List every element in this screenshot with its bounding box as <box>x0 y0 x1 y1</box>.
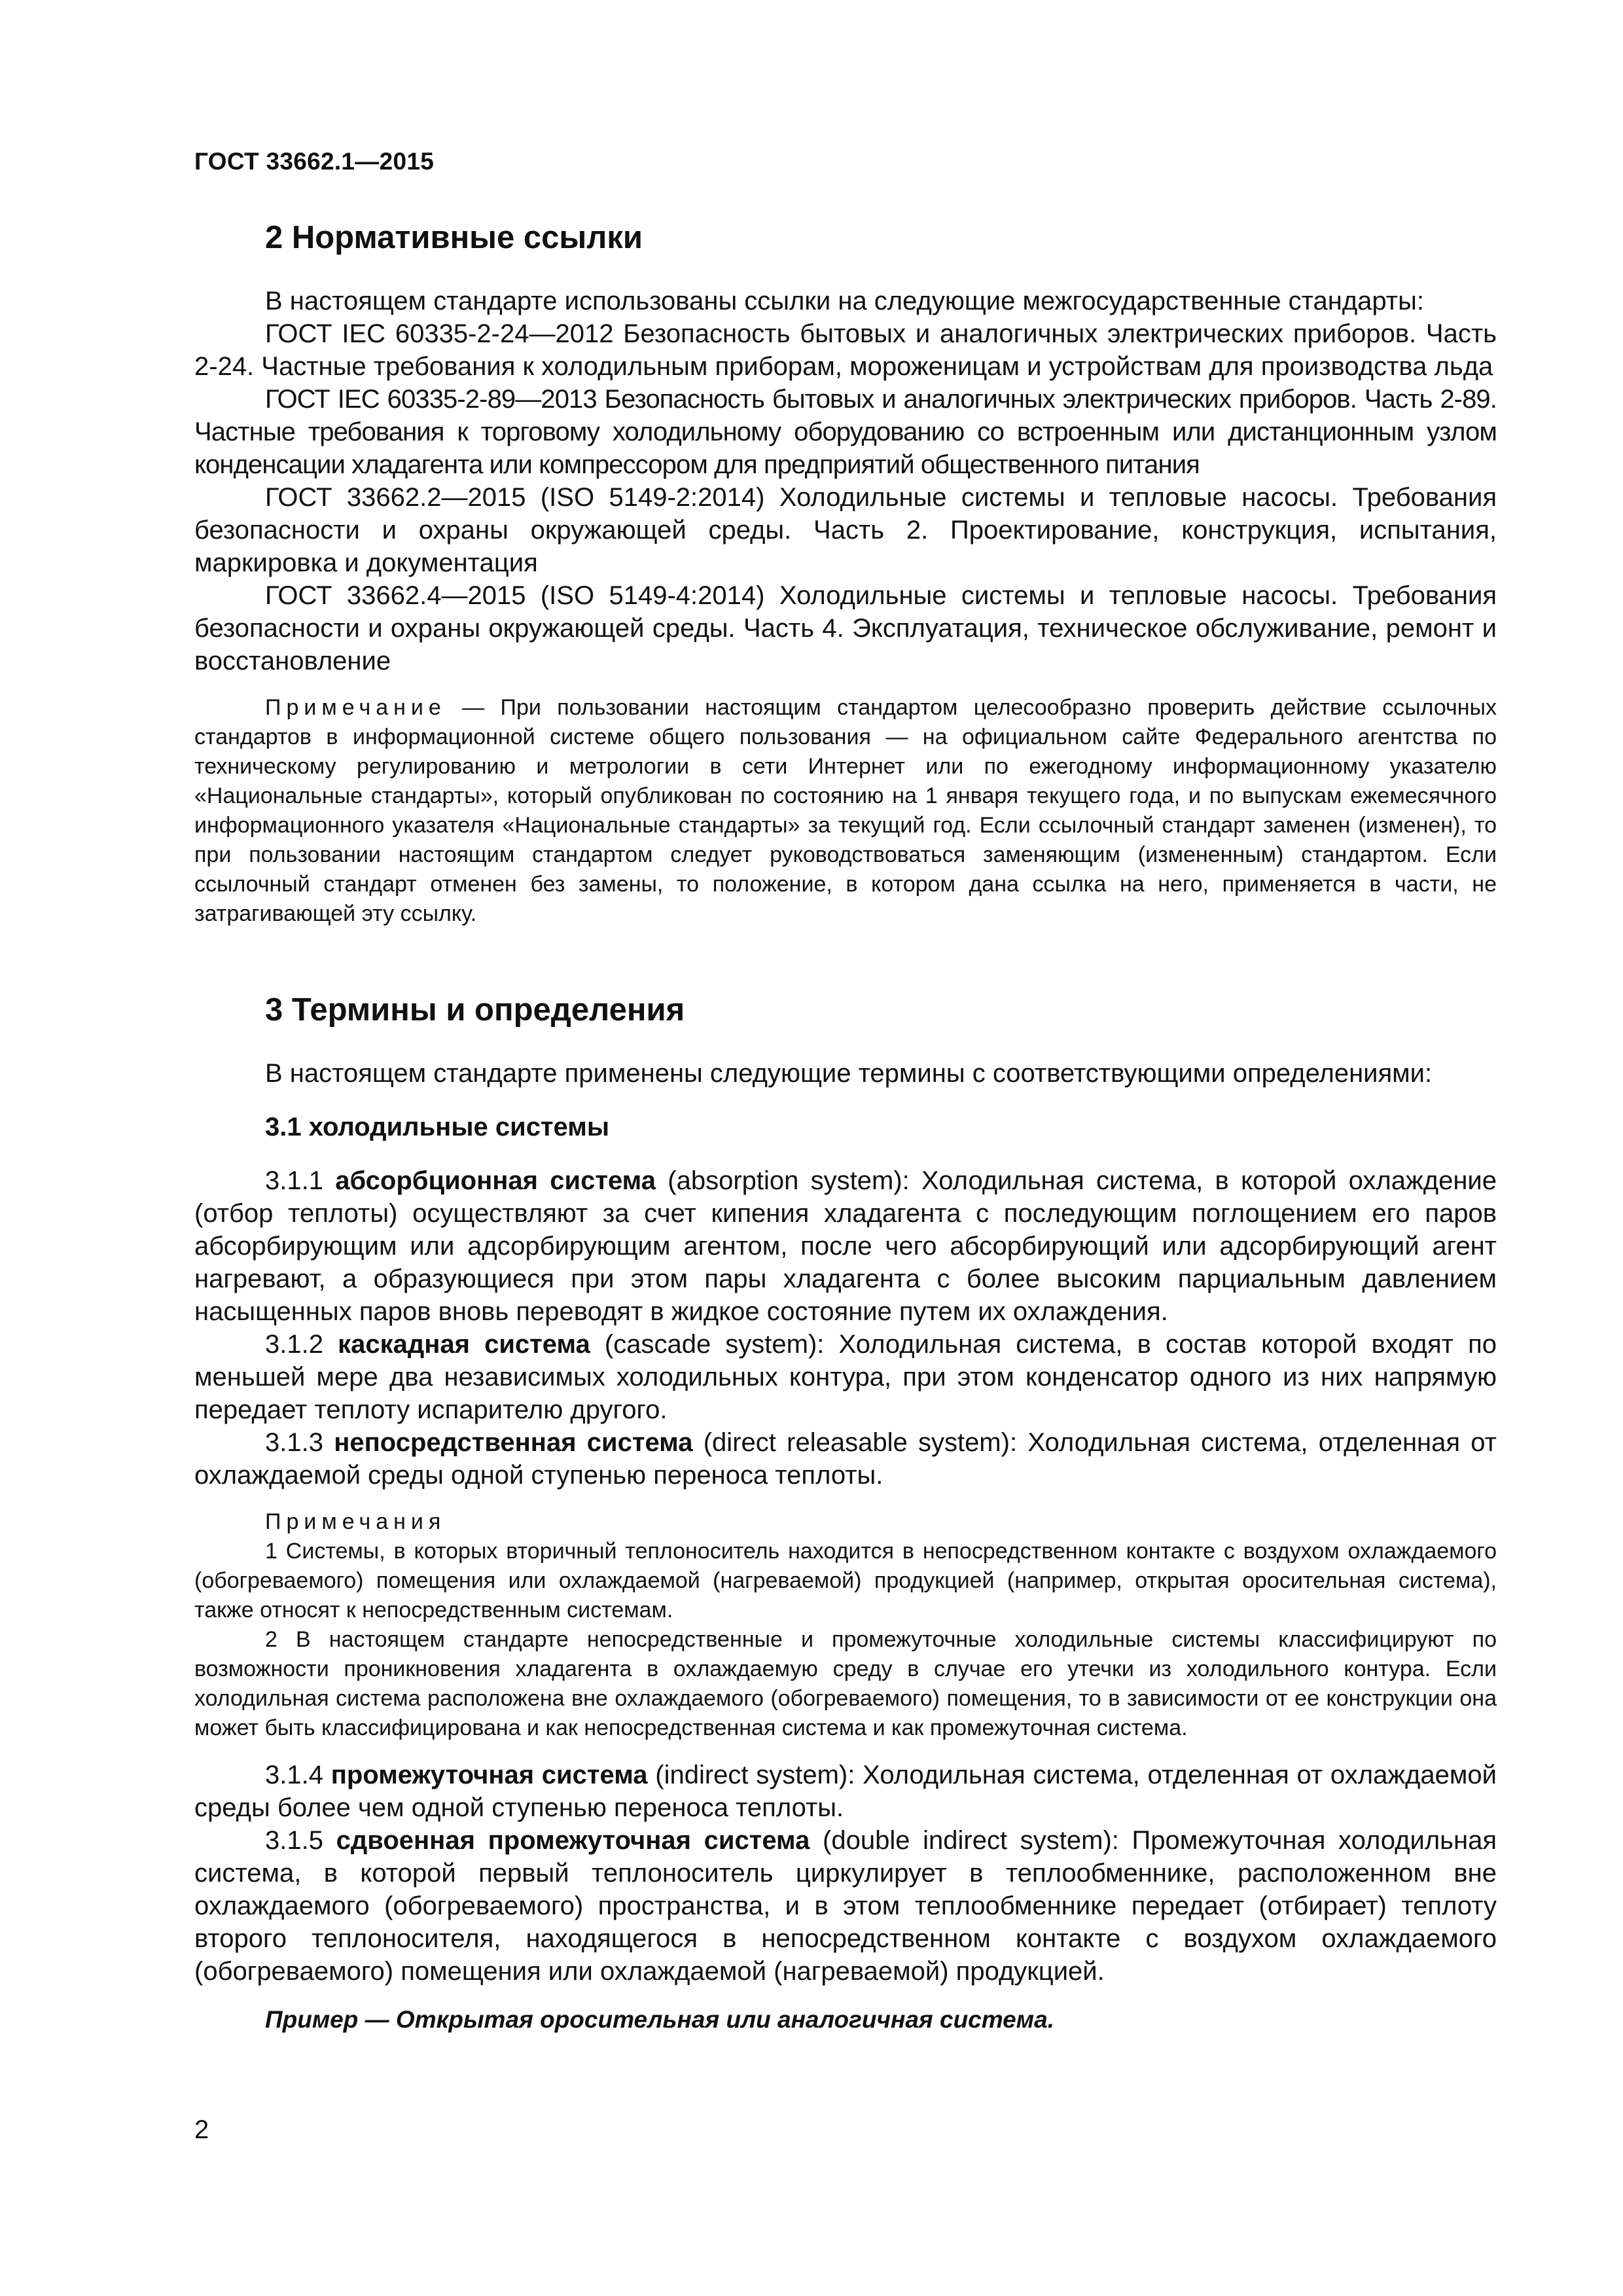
term-definition <box>194 1328 1497 1426</box>
subsection-3-1-title: 3.1 холодильные системы <box>265 1113 609 1141</box>
term-name: сдвоенная промежуточная система <box>336 1826 810 1855</box>
note-item: 1 Системы, в которых вторичный теплоноситель находится в непосредственном контакте с воздухом охлаждаемого (обогреваемого) помещения или охлаждаемой (нагреваемой) продукцией (например, открытая оросительная система), также относят к непосредственным системам. <box>194 1539 1497 1623</box>
note-text: — При пользовании настоящим стандартом целесообразно проверить действие ссылочных стандартов в информационной системе общего пользования — на официальном сайте Федерального агентства по техническому регулированию и метрологии в сети Интернет или по ежегодному информационному указателю «Национальные стандарты», который опубликован по состоянию на 1 января текущего года, и по выпускам ежемесячного информационного указателя «Национальные стандарты» за текущий год. Если ссылочный стандарт заменен (изменен), то при пользовании настоящим стандартом следует руководствоваться заменяющим (измененным) стандартом. Если ссылочный стандарт отменен без замены, то положение, в котором дана ссылка на него, применяется в части, не затрагивающей эту ссылку. <box>194 695 1497 926</box>
reference-item: ГОСТ 33662.2—2015 (ISO 5149-2:2014) Холодильные системы и тепловые насосы. Требования безопасности и охраны окружающей среды. Часть 2. Проектирование, конструкция, испытания, маркировка и документация <box>194 483 1497 577</box>
notes-label: Примечания <box>265 1509 446 1534</box>
reference-item: ГОСТ 33662.4—2015 (ISO 5149-4:2014) Холодильные системы и тепловые насосы. Требования безопасности и охраны окружающей среды. Часть 4. Эксплуатация, техническое обслуживание, ремонт и восстановление <box>194 581 1497 675</box>
example-text: Пример — Открытая оросительная или аналогичная система. <box>265 2006 1054 2033</box>
term-number: 3.1.1 <box>265 1166 336 1195</box>
reference-item: ГОСТ IEC 60335-2-89—2013 Безопасность бытовых и аналогичных электрических приборов. Часть 2-89. Частные требования к торговому холодильному оборудованию со встроенным или дистанционным узлом конденсации хладагента или компрессором для предприятий общественного питания <box>194 385 1497 479</box>
term-number: 3.1.4 <box>265 1761 331 1789</box>
reference-item: ГОСТ IEC 60335-2-24—2012 Безопасность бытовых и аналогичных электрических приборов. Часть 2-24. Частные требования к холодильным приборам, мороженицам и устройствам для производства льда <box>194 319 1497 381</box>
term-name: непосредственная система <box>334 1428 693 1457</box>
term-text: (absorption system): Холодильная система, в которой охлаждение (отбор теплоты) осуществляют за счет кипения хладагента с последующим поглощением его паров абсорбирующим или адсорбирующим агентом, после чего абсорбирующий или адсорбирующий агент нагревают, а образующиеся при этом пары хладагента с более высоким парциальным давлением насыщенных паров вновь переводят в жидкое состояние путем их охлаждения. <box>194 1166 1497 1326</box>
term-text: (cascade system): Холодильная система, в состав которой входят по меньшей мере два независимых холодильных контура, при этом конденсатор одного из них напрямую передает теплоту испарителю другого. <box>194 1330 1497 1424</box>
term-number: 3.1.5 <box>265 1826 336 1855</box>
section-3-intro: В настоящем стандарте применены следующие термины с соответствующими определениями: <box>265 1059 1433 1088</box>
term-definition <box>194 1164 1497 1328</box>
section-3-title: 3 Термины и определения <box>265 992 685 1028</box>
page-content <box>194 219 1497 2036</box>
term-definition <box>194 1759 1497 1824</box>
section-2-intro: В настоящем стандарте использованы ссылки на следующие межгосударственные стандарты: <box>265 287 1424 315</box>
note-label: Примечание <box>265 695 446 720</box>
term-name: каскадная система <box>338 1330 590 1359</box>
section-2-note <box>194 693 1497 929</box>
page-number: 2 <box>194 2115 209 2144</box>
term-number: 3.1.3 <box>265 1428 334 1457</box>
term-name: абсорбционная система <box>335 1166 656 1195</box>
note-item: 2 В настоящем стандарте непосредственные и промежуточные холодильные системы классифицируют по возможности проникновения хладагента в охлаждаемую среду в случае его утечки из холодильного контура. Если холодильная система расположена вне охлаждаемого (обогреваемого) помещения, то в зависимости от ее конструкции она может быть классифицирована и как непосредственная система и как промежуточная система. <box>194 1627 1497 1740</box>
term-name: промежуточная система <box>330 1761 648 1789</box>
term-text: (indirect system): Холодильная система, отделенная от охлаждаемой среды более чем одной ступенью переноса теплоты. <box>194 1761 1497 1822</box>
term-definition <box>194 1824 1497 1988</box>
term-definition <box>194 1426 1497 1492</box>
section-2-title: 2 Нормативные ссылки <box>265 220 643 255</box>
term-text: (direct releasable system): Холодильная система, отделенная от охлаждаемой среды одной ступенью переноса теплоты. <box>194 1428 1497 1490</box>
document-header: ГОСТ 33662.1—2015 <box>194 148 435 175</box>
term-text: (double indirect system): Промежуточная холодильная система, в которой первый теплоноситель циркулирует в теплообменнике, расположенном вне охлаждаемого (обогреваемого) пространства, и в этом теплообменнике передает (отбирает) теплоту второго теплоносителя, находящегося в непосредственном контакте с воздухом охлаждаемого (обогреваемого) помещения или охлаждаемой (нагреваемой) продукцией. <box>194 1826 1497 1986</box>
term-number: 3.1.2 <box>265 1330 338 1359</box>
